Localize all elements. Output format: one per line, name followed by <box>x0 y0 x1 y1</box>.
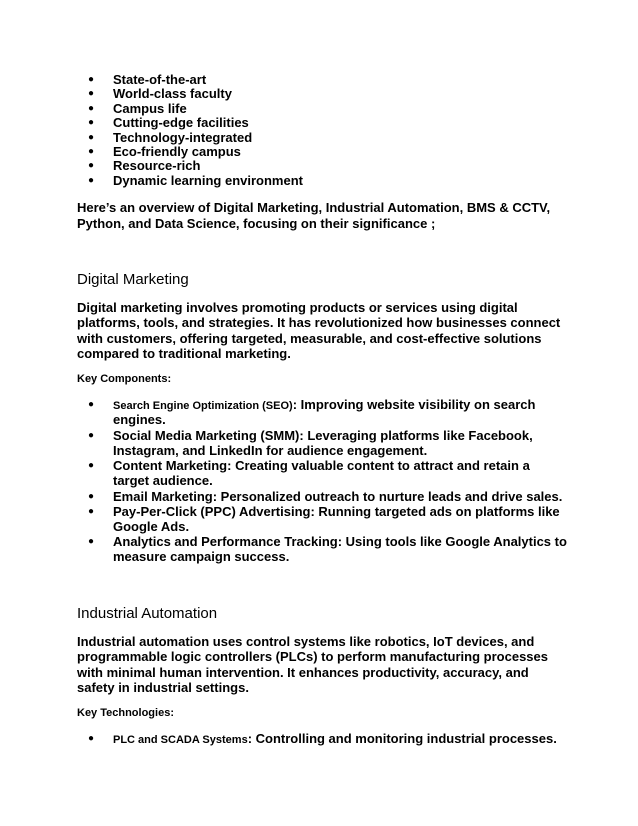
component-term: Analytics and Performance Tracking <box>113 534 338 550</box>
feature-bullet: ● Dynamic learning environment <box>77 174 567 188</box>
component-item-content <box>77 459 567 489</box>
technology-item-plc-scada <box>77 732 567 748</box>
technology-term: PLC and SCADA Systems <box>113 733 248 746</box>
component-term: Search Engine Optimization (SEO) <box>113 399 293 412</box>
component-term: Pay-Per-Click (PPC) Advertising <box>113 504 311 520</box>
document-page <box>77 73 567 748</box>
feature-bullet: ● State-of-the-art <box>77 73 567 87</box>
key-components-list <box>77 398 567 565</box>
component-desc: : Creating valuable content to attract and retain a target audience. <box>113 458 530 489</box>
feature-bullet: ● Resource-rich <box>77 159 567 173</box>
feature-bullet: ● Eco-friendly campus <box>77 145 567 159</box>
feature-bullet: ● Technology-integrated <box>77 131 567 145</box>
component-desc: : Running targeted ads on platforms like Google Ads. <box>113 504 560 534</box>
feature-bullet: ● World-class faculty <box>77 87 567 101</box>
section-heading-industrial-automation: Industrial Automation <box>77 604 218 622</box>
intro-paragraph: Here’s an overview of Digital Marketing, Industrial Automation, BMS & CCTV, Python, and Data Science, focusing on their significance ; <box>77 200 551 231</box>
component-desc: : Leveraging platforms like Facebook, Instagram, and LinkedIn for audience engagement. <box>113 427 533 458</box>
technology-desc: : Controlling and monitoring industrial processes. <box>247 730 557 746</box>
component-item-email <box>77 490 567 505</box>
component-term: Content Marketing <box>113 458 228 474</box>
section-heading-digital-marketing: Digital Marketing <box>77 271 189 289</box>
digital-marketing-paragraph: Digital marketing involves promoting products or services using digital platforms, tools, and strategies. It has revolutionized how businesses connect with customers, offering targeted, measurable, and cost-effective solutions compared to traditional marketing. <box>77 300 561 362</box>
component-term: Email Marketing <box>113 488 213 504</box>
component-item-seo <box>77 398 567 429</box>
key-technologies-list <box>77 732 567 748</box>
industrial-automation-paragraph: Industrial automation uses control systems like robotics, IoT devices, and programmable logic controllers (PLCs) to perform manufacturing processes with minimal human intervention. It enhances productivity, accuracy, and safety in industrial settings. <box>77 633 548 696</box>
component-item-analytics <box>77 535 567 565</box>
key-components-label: Key Components: <box>77 372 172 385</box>
component-term: Social Media Marketing (SMM) <box>113 427 300 443</box>
component-item-smm <box>77 429 567 459</box>
feature-bullet-list <box>77 73 567 188</box>
component-desc: : Using tools like Google Analytics to measure campaign success. <box>113 534 567 565</box>
key-technologies-label: Key Technologies: <box>77 706 174 719</box>
component-item-ppc <box>77 505 567 535</box>
component-desc: : Personalized outreach to nurture leads and drive sales. <box>212 488 563 504</box>
feature-bullet: ● Cutting-edge facilities <box>77 116 567 130</box>
feature-bullet: ● Campus life <box>77 102 567 116</box>
component-desc: : Improving website visibility on search engines. <box>113 396 536 428</box>
